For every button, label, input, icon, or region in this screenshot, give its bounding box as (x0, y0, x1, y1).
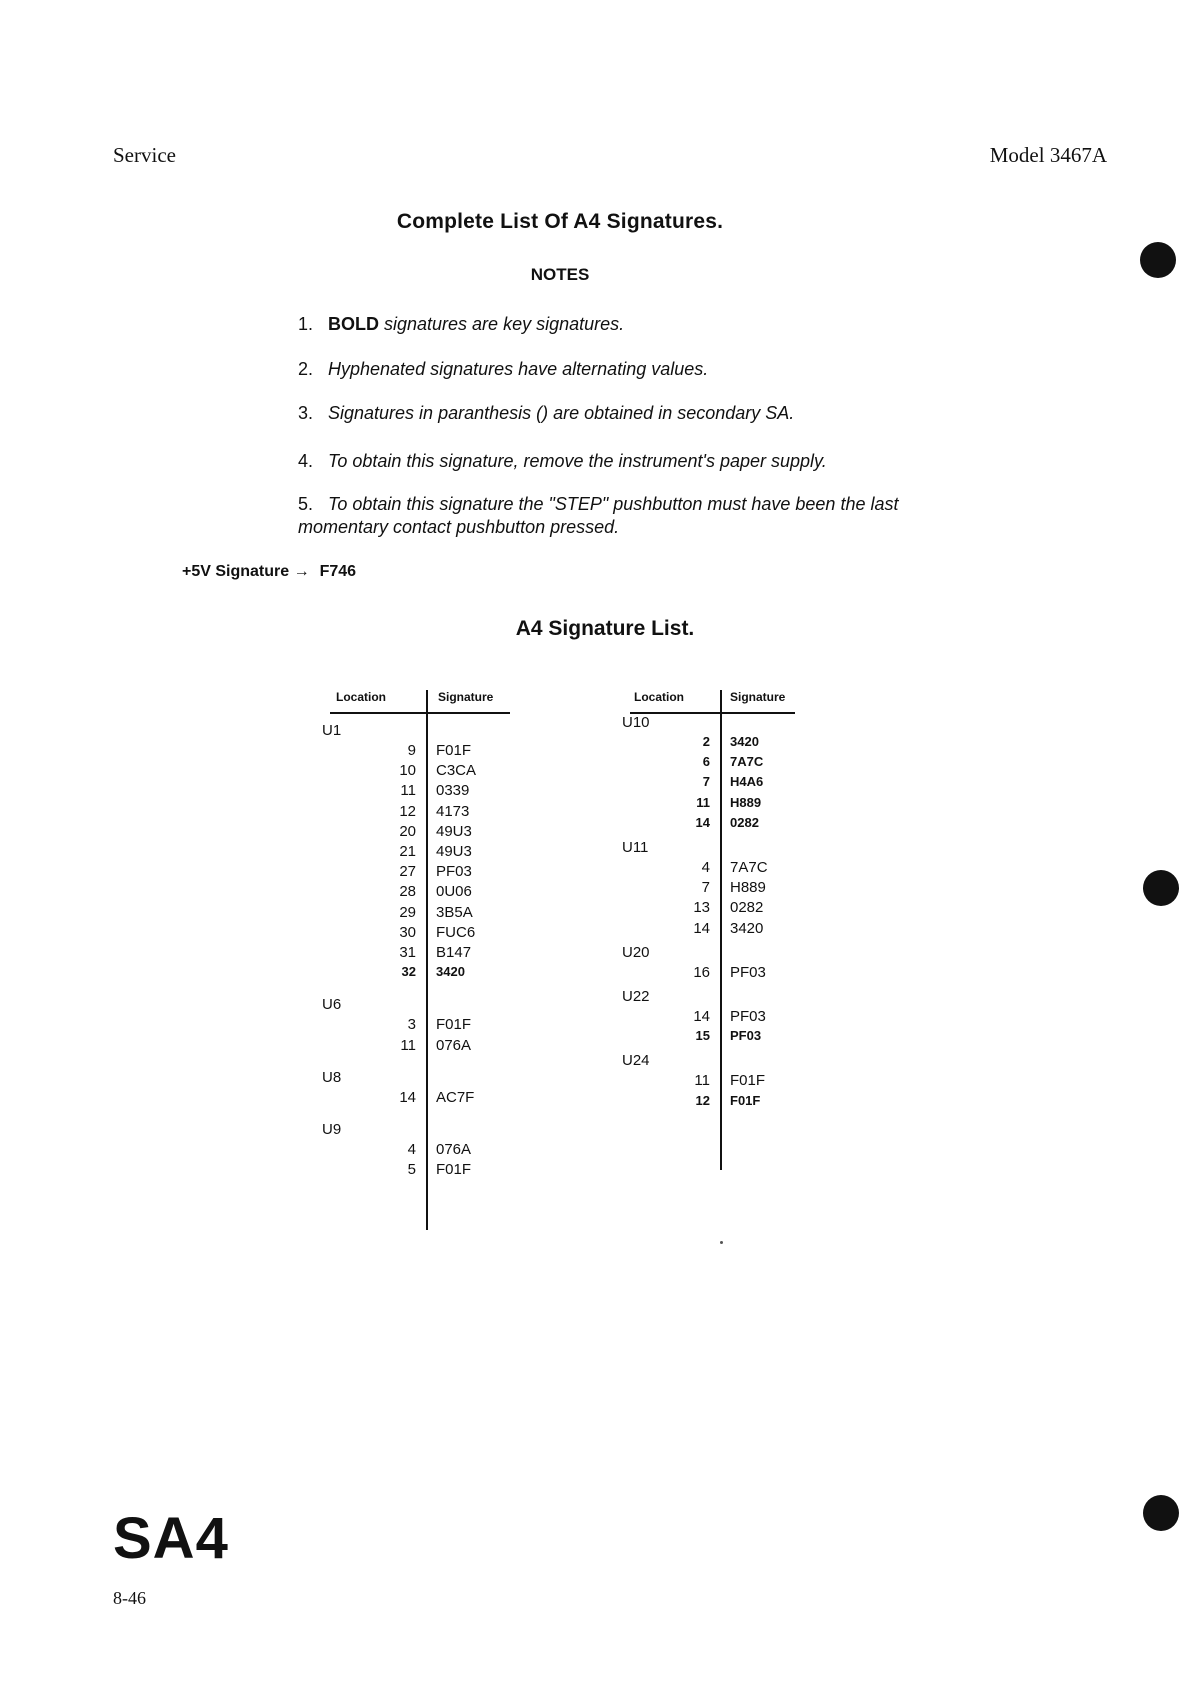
pin-number: 31 (399, 944, 416, 961)
location-label: U10 (622, 714, 650, 731)
signature-value: F01F (436, 742, 472, 759)
signature-value: H889 (730, 879, 766, 897)
table-row (330, 1141, 510, 1161)
note-text: Signatures in paranthesis () are obtained in secondary SA. (328, 403, 795, 423)
signature-value: 49U3 (436, 822, 472, 840)
pin-number: 7 (702, 774, 710, 790)
signature-value: PF03 (730, 1008, 766, 1025)
note-number: 5. (298, 494, 314, 514)
header-section-label: Service (113, 143, 176, 167)
signature-header: Signature (730, 690, 786, 704)
header-underline (330, 712, 510, 714)
table-row (630, 899, 795, 919)
table-row (330, 883, 510, 903)
note-item (298, 450, 938, 473)
pin-number: 4 (701, 859, 710, 876)
note-text: To obtain this signature, remove the instrument's paper supply. (328, 451, 827, 471)
pin-number: 4 (407, 1141, 416, 1158)
signature-value: 3B5A (436, 903, 473, 921)
signature-value: 076A (436, 1036, 472, 1054)
signature-value: C3CA (436, 762, 477, 780)
table-row (330, 843, 510, 863)
page-title: Complete List Of A4 Signatures. (396, 210, 724, 233)
signature-value: F01F (436, 1161, 472, 1179)
binder-hole-2 (1143, 870, 1179, 906)
pin-number: 32 (401, 964, 416, 980)
table-row (330, 863, 510, 883)
pin-number: 7 (701, 879, 710, 897)
table-row (630, 920, 795, 940)
signature-value: 4173 (436, 802, 470, 820)
pin-number: 14 (399, 1088, 416, 1106)
table-row (330, 1161, 510, 1181)
signature-value: 3420 (730, 734, 759, 749)
location-label: U6 (322, 996, 342, 1014)
table-row (330, 742, 510, 762)
pin-number: 10 (399, 762, 416, 780)
signature-value: H889 (730, 794, 762, 810)
signature-value: H4A6 (730, 774, 764, 790)
table-row (630, 754, 795, 774)
signature-value: 7A7C (730, 859, 768, 876)
plus5v-value: F746 (319, 563, 357, 580)
pin-number: 14 (693, 919, 710, 937)
pin-number: 11 (400, 1036, 416, 1054)
table-row (630, 1008, 795, 1028)
table-row (630, 1028, 795, 1048)
signature-value: 076A (436, 1141, 472, 1158)
table-row (630, 734, 795, 754)
table-row (330, 823, 510, 843)
signature-header: Signature (438, 690, 494, 704)
signature-value: 3420 (730, 919, 764, 937)
signature-value: 0U06 (436, 883, 472, 901)
location-label: U24 (622, 1052, 650, 1070)
plus5v-signature (182, 563, 356, 581)
page-number: 8-46 (113, 1588, 146, 1608)
signature-value: 0282 (730, 899, 764, 917)
table-row (330, 1089, 510, 1109)
note-item (298, 358, 938, 381)
table-row (630, 879, 795, 899)
note-number: 1. (298, 314, 314, 334)
note-number: 4. (298, 451, 314, 471)
table-row (630, 795, 795, 815)
pin-number: 15 (695, 1028, 710, 1044)
signature-value: 0339 (436, 782, 470, 800)
plus5v-label: +5V Signature → (182, 563, 310, 580)
table-row (330, 944, 510, 964)
left-signature-table (322, 690, 520, 1230)
pin-number: 9 (407, 742, 416, 759)
location-label: U1 (322, 722, 342, 739)
location-label: U11 (622, 839, 649, 856)
note-item (298, 493, 938, 539)
location-header: Location (336, 690, 386, 704)
speck (720, 1241, 723, 1244)
pin-number: 21 (399, 843, 416, 860)
note-item (298, 402, 938, 425)
table-row (330, 904, 510, 924)
pin-number: 14 (695, 814, 710, 830)
location-label: U8 (322, 1068, 342, 1086)
signature-value: F01F (436, 1016, 472, 1034)
pin-number: 11 (400, 782, 416, 800)
table-row (330, 782, 510, 802)
table-row (630, 1093, 795, 1113)
pin-number: 29 (399, 903, 416, 921)
signature-value: PF03 (436, 863, 472, 881)
section-marker: SA4 (113, 1506, 229, 1571)
list-title: A4 Signature List. (515, 617, 695, 640)
pin-number: 2 (702, 734, 710, 749)
table-row (330, 964, 510, 984)
binder-hole-1 (1140, 242, 1176, 278)
table-row (330, 762, 510, 782)
note-number: 3. (298, 403, 314, 423)
pin-number: 27 (399, 863, 416, 881)
location-label: U20 (622, 943, 650, 961)
table-row (630, 1072, 795, 1092)
pin-number: 11 (694, 1072, 710, 1090)
signature-value: F01F (730, 1072, 766, 1090)
table-row (330, 1037, 510, 1057)
signature-value: B147 (436, 944, 472, 961)
note-text: Hyphenated signatures have alternating values. (328, 359, 709, 379)
table-row (330, 924, 510, 944)
pin-number: 3 (407, 1016, 416, 1034)
signature-value: PF03 (730, 963, 766, 981)
table-row (630, 964, 795, 984)
pin-number: 6 (702, 754, 710, 770)
location-label: U9 (322, 1121, 342, 1138)
pin-number: 16 (693, 963, 710, 981)
note-text: To obtain this signature the "STEP" pushbutton must have been the last momentary contact pushbutton pressed. (298, 494, 899, 537)
note-text: signatures are key signatures. (379, 314, 625, 334)
notes-heading: NOTES (530, 265, 590, 284)
signature-value: PF03 (730, 1028, 762, 1044)
signature-value: 7A7C (730, 754, 764, 770)
pin-number: 20 (399, 822, 416, 840)
signature-value: F01F (730, 1092, 761, 1108)
signature-value: FUC6 (436, 923, 476, 941)
pin-number: 11 (696, 794, 710, 810)
right-signature-table (622, 690, 820, 1170)
location-header: Location (634, 690, 684, 704)
pin-number: 14 (693, 1008, 710, 1025)
table-row (330, 1016, 510, 1036)
header-model-label: Model 3467A (989, 143, 1107, 167)
location-label: U22 (622, 988, 650, 1005)
pin-number: 12 (399, 802, 416, 820)
signature-value: AC7F (436, 1088, 475, 1106)
table-row (330, 803, 510, 823)
note-bold-text: BOLD (328, 314, 379, 334)
table-row (630, 774, 795, 794)
pin-number: 30 (399, 923, 416, 941)
signature-value: 49U3 (436, 843, 472, 860)
binder-hole-3 (1143, 1495, 1179, 1531)
header-underline (630, 712, 795, 714)
note-item (298, 313, 938, 336)
signature-value: 3420 (436, 964, 465, 980)
signature-value: 0282 (730, 814, 759, 830)
pin-number: 5 (407, 1161, 416, 1179)
pin-number: 13 (693, 899, 710, 917)
note-number: 2. (298, 359, 314, 379)
table-row (630, 859, 795, 879)
pin-number: 12 (695, 1092, 710, 1108)
pin-number: 28 (399, 883, 416, 901)
table-row (630, 815, 795, 835)
